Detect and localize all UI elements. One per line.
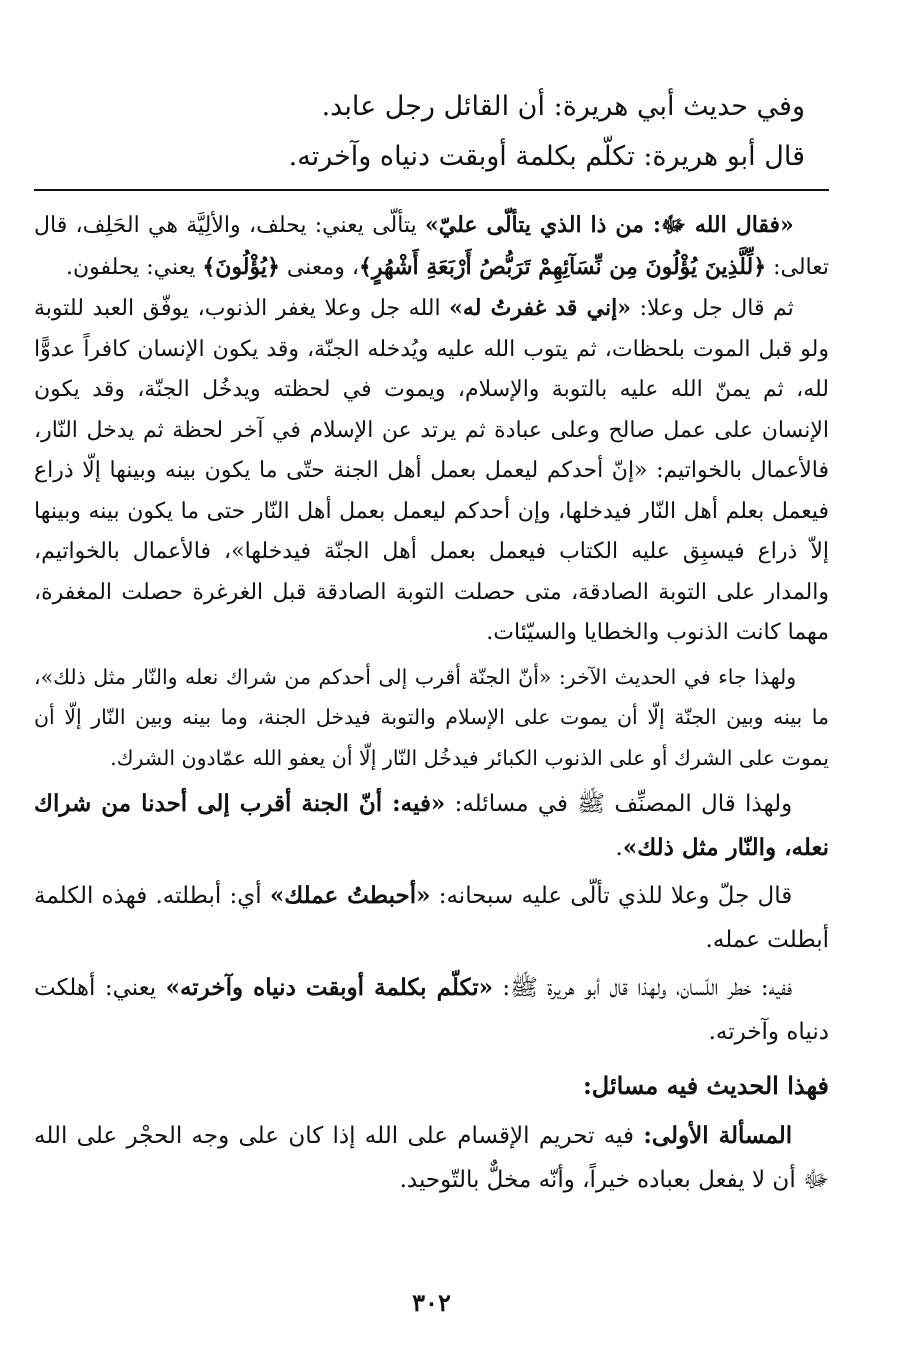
text-span: أي: أبطلته. فهذه الكلمة أبطلت عمله. — [34, 883, 829, 953]
bold-quote: «إني قد غفرتُ له» — [449, 295, 631, 321]
bold-quote: «تكلّم بكلمة أوبقت دنياه وآخرته» — [165, 974, 493, 1001]
bold-quote: «فقال الله ﷻ: من ذا الذي يتألّى عليّ» — [425, 212, 794, 238]
top-line: وفي حديث أبي هريرة: أن القائل رجل عابد. — [321, 91, 805, 122]
text-span: قال جلّ وعلا للذي تألّى عليه سبحانه: — [430, 883, 793, 909]
paragraph-1 — [34, 205, 829, 288]
bold-quote: «فيه: أنّ الجنة أقرب إلى أحدنا من شراك نعله، والنّار مثل ذلك» — [34, 790, 829, 861]
separator-rule — [34, 189, 829, 191]
text-span: ولهذا قال المصنِّف ﷺ في مسائله: — [445, 791, 793, 817]
text-span: ثم قال جل وعلا: — [631, 296, 794, 321]
text-span: يتألّى يعني: يحلف، والألِيَّة هي الحَلِف، قال تعالى: — [34, 213, 829, 280]
text-span: يعني: أهلكت دنياه وآخرته. — [34, 975, 829, 1045]
paragraph-5 — [34, 874, 829, 962]
text-span: فيه تحريم الإقسام على الله إذا كان على وجه الحجْر على الله ﷻ أن لا يفعل بعباده خيراً، وأنّه مخلٌّ بالتّوحيد. — [34, 1123, 829, 1193]
quran-quote: ﴿لِّلَّذِينَ يُؤْلُونَ مِن نِّسَآئِهِمْ تَرَبُّصُ أَرْبَعَةِ أَشْهُرٍ﴾ — [358, 253, 767, 280]
text-span: ففيه: خطر اللّسان، ولهذا قال أبو هريرة ﷺ: — [492, 975, 793, 1001]
text-span: الله جل وعلا يغفر الذنوب، يوفّق العبد للتوبة ولو قبل الموت بلحظات، ثم يتوب الله عليه ويُدخله الجنّة، وقد يكون الإنسان كافراً عدوًّا لله، ثم يمنّ الله عليه بالتوبة والإسلام، ويموت في لحظته ويدخُل الجنّة، وقد يكون الإنسان على عمل صالح وعلى عبادة ثم يرتد عن الإسلام في آخر لحظة ثم يدخل النّار، فالأعمال بالخواتيم: «إنّ أحدكم ليعمل بعمل أهل الجنة حتّى ما يكون بينه وبينها إلّا ذراع فيعمل بعلم أهل النّار فيدخلها، وإن أحدكم ليعمل بعمل أهل النّار حتى ما يكون بينه وبينها إلاّ ذراع فيسبِق عليه الكتاب فيعمل بعمل أهل الجنّة فيدخلها»، فالأعمال بالخواتيم، والمدار على التوبة الصادقة، متى حصلت التوبة الصادقة قبل الغرغرة حصلت المغفرة، مهما كانت الذنوب والخطايا والسيّئات. — [34, 296, 829, 645]
main-text-top — [54, 82, 805, 182]
paragraph-4 — [34, 782, 829, 870]
book-page — [34, 0, 829, 1362]
paragraph-2 — [34, 288, 829, 654]
top-line: قال أبو هريرة: تكلّم بكلمة أوبقت دنياه وآخرته. — [288, 141, 805, 172]
issue-label: المسألة الأولى: — [643, 1122, 793, 1149]
paragraph-6 — [34, 966, 829, 1054]
text-span: يعني: يحلفون. — [65, 254, 203, 280]
page-number: ٣٠٢ — [412, 1288, 451, 1317]
paragraph-3: ولهذا جاء في الحديث الآخر: «أنّ الجنّة أقرب إلى أحدكم من شراك نعله والنّار مثل ذلك»، ما بينه وبين الجنّة إلّا أن يموت على الإسلام والتوبة فيدخل الجنة، وما بينه وبين النّار إلّا أن يموت على الشرك أو على الذنوب الكبائر فيدخُل النّار إلّا أن يعفو الله عمّادون الشرك. — [34, 664, 829, 770]
bold-quote: «أحبطتُ عملك» — [269, 882, 431, 909]
quran-quote: ﴿يُؤْلُونَ﴾ — [202, 253, 280, 280]
commentary — [34, 205, 829, 1202]
paragraph-7 — [34, 1114, 829, 1202]
text-span: . — [615, 835, 623, 861]
section-heading: فهذا الحديث فيه مسائل: — [582, 1071, 829, 1100]
text-span: ، ومعنى — [279, 254, 359, 280]
